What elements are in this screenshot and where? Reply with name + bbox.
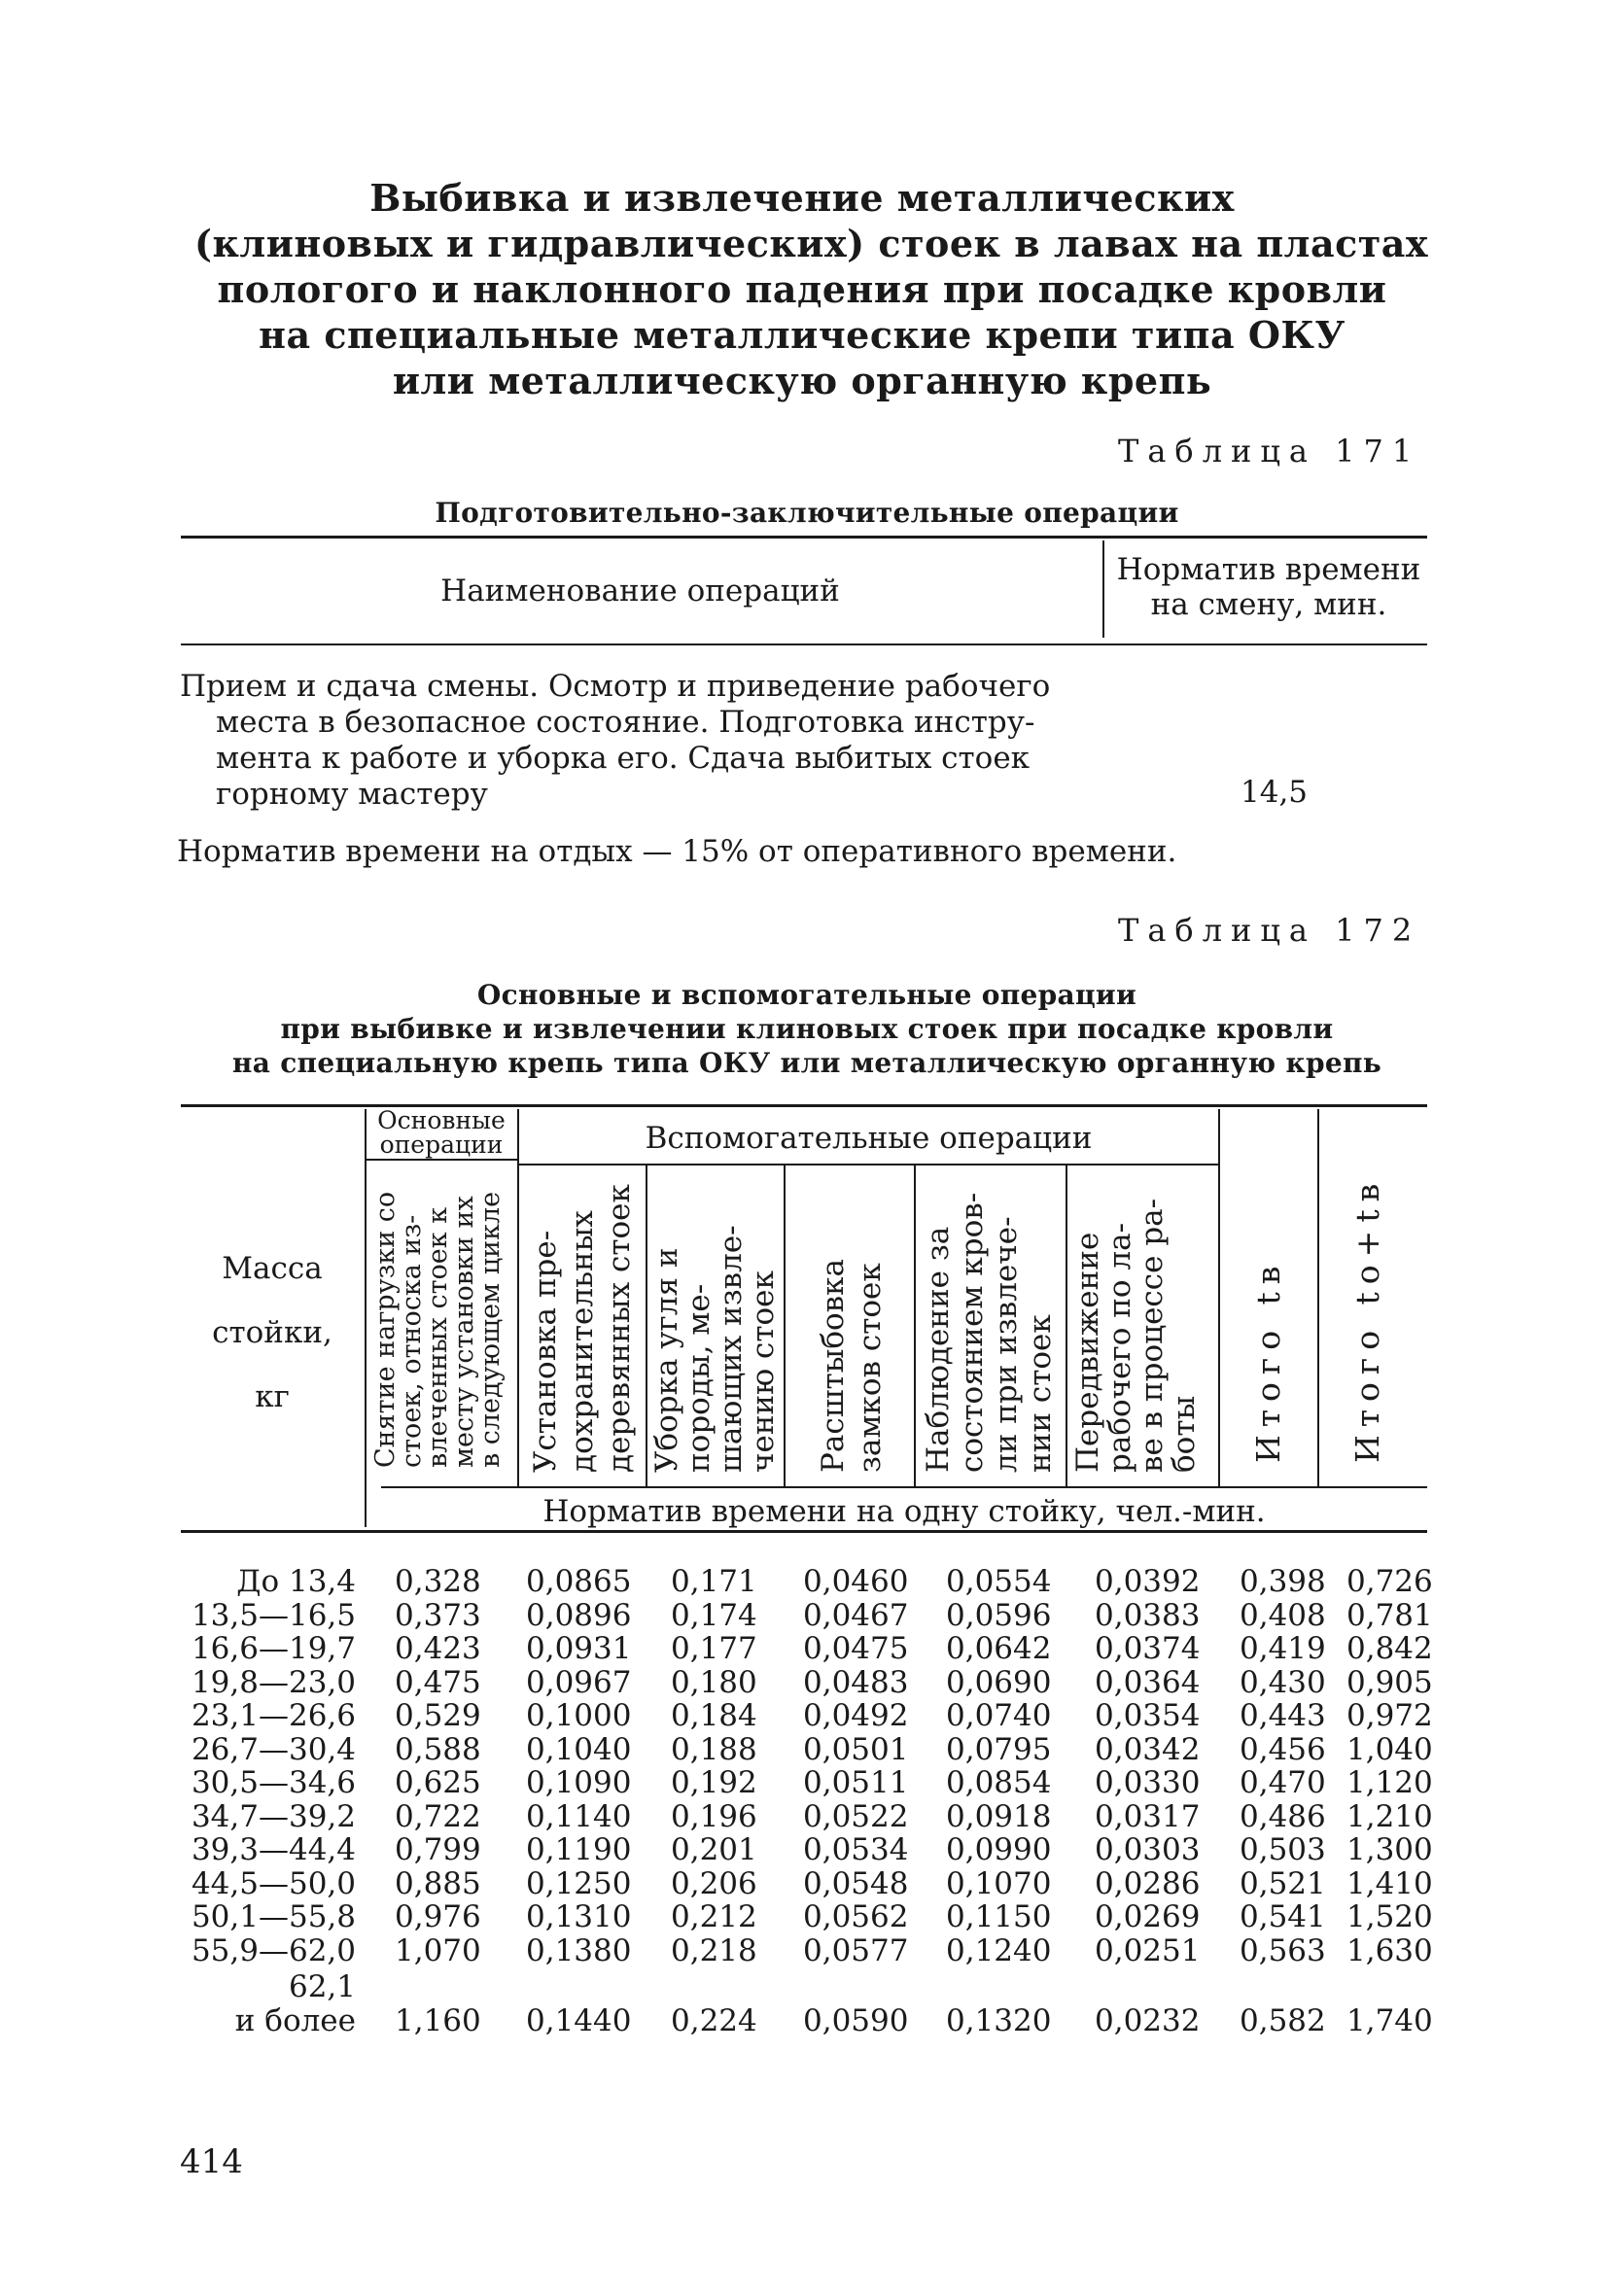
value-cell: 0,726 — [1346, 1564, 1433, 1599]
value-cell: 0,470 — [1240, 1765, 1326, 1800]
value-cell: 0,905 — [1346, 1665, 1433, 1700]
value-cell: 0,0548 — [803, 1866, 909, 1901]
value-cell: 0,0467 — [803, 1598, 909, 1633]
col-header-line: нии стоек — [1023, 1314, 1058, 1473]
value-cell: 0,0522 — [803, 1799, 909, 1834]
norm-header-line: Норматив времени — [1116, 552, 1421, 587]
col-header-line: Передвижение — [1070, 1232, 1105, 1473]
value-cell: 0,0251 — [1095, 1933, 1201, 1968]
value-cell: 0,419 — [1240, 1631, 1326, 1666]
main-ops-underline — [367, 1159, 517, 1161]
value-cell: 0,486 — [1240, 1799, 1326, 1834]
col-header-line: влеченных стоек к — [423, 1206, 453, 1468]
table-172-title-line: на специальную крепь типа ОКУ или металлическую органную крепь — [231, 1047, 1382, 1079]
col-header-line: Расштыбовка — [816, 1259, 851, 1473]
value-cell: 0,1150 — [946, 1899, 1052, 1934]
value-cell: 0,0286 — [1095, 1866, 1201, 1901]
value-cell: 0,224 — [671, 2003, 757, 2038]
col-header-line: Наблюдение за — [921, 1226, 956, 1473]
col-header-aux-cleanup — [651, 1225, 780, 1473]
col-header-line: стоек, относка из- — [397, 1214, 427, 1468]
value-cell: 0,0501 — [803, 1732, 909, 1767]
value-cell: 0,0511 — [803, 1765, 909, 1800]
mass-cell: 16,6—19,7 — [191, 1631, 356, 1666]
mass-cell: 39,3—44,4 — [191, 1832, 356, 1867]
main-aux-divider — [517, 1109, 519, 1486]
col-header-line: Снятие нагрузки со — [370, 1191, 401, 1468]
value-cell: 0,180 — [671, 1665, 757, 1700]
value-cell: 0,0590 — [803, 2003, 909, 2038]
value-cell: 0,0577 — [803, 1933, 909, 1968]
table-171-title: Подготовительно-заключительные операции — [435, 497, 1179, 529]
col-header-main-ops — [372, 1192, 504, 1468]
value-cell: 0,174 — [671, 1598, 757, 1633]
value-cell: 0,1190 — [526, 1832, 632, 1867]
value-cell: 0,188 — [671, 1732, 757, 1767]
value-cell: 0,430 — [1240, 1665, 1326, 1700]
col-header-line: деревянных стоек — [602, 1184, 637, 1473]
value-cell: 0,1240 — [946, 1933, 1052, 1968]
value-cell: 0,0269 — [1095, 1899, 1201, 1934]
value-cell: 0,0330 — [1095, 1765, 1201, 1800]
value-cell: 0,0374 — [1095, 1631, 1201, 1666]
value-cell: 0,0642 — [946, 1631, 1052, 1666]
value-cell: 0,0383 — [1095, 1598, 1201, 1633]
value-cell: 0,972 — [1346, 1698, 1433, 1733]
value-cell: 0,1070 — [946, 1866, 1052, 1901]
value-cell: 0,456 — [1240, 1732, 1326, 1767]
value-cell: 0,842 — [1346, 1631, 1433, 1666]
value-cell: 0,1250 — [526, 1866, 632, 1901]
value-cell: 0,799 — [395, 1832, 481, 1867]
col-header-line: состоянием кров- — [955, 1192, 990, 1473]
value-cell: 0,0303 — [1095, 1832, 1201, 1867]
value-cell: 0,1140 — [526, 1799, 632, 1834]
table-171-operation-text — [180, 669, 1050, 813]
main-title-line: Выбивка и извлечение металлических — [369, 176, 1235, 220]
value-cell: 0,1320 — [946, 2003, 1052, 2038]
last-row-mass-line1: 62,1 — [288, 1969, 356, 2004]
value-cell: 0,0554 — [946, 1564, 1052, 1599]
value-cell: 0,0475 — [803, 1631, 909, 1666]
col-header-line: дохранительных — [565, 1210, 600, 1473]
table-172-label: Таблица 172 — [1118, 912, 1421, 949]
table-172-title — [185, 978, 1429, 1080]
main-title-line: или металлическую органную крепь — [392, 359, 1212, 402]
table-171-operation-value: 14,5 — [1241, 775, 1309, 810]
value-cell: 1,210 — [1346, 1799, 1433, 1834]
mass-cell: 44,5—50,0 — [191, 1866, 356, 1901]
main-title-line: пологого и наклонного падения при посадке кровли — [217, 267, 1387, 311]
col-header-line: замков стоек — [853, 1263, 888, 1473]
value-cell: 1,120 — [1346, 1765, 1433, 1800]
value-cell: 0,0990 — [946, 1832, 1052, 1867]
col-header-aux-roof-watch — [922, 1193, 1058, 1473]
norm-caption: Норматив времени на одну стойку, чел.-мин. — [542, 1494, 1266, 1529]
value-cell: 0,541 — [1240, 1899, 1326, 1934]
col-header-line: рабочего по ла- — [1102, 1222, 1137, 1473]
table-171-norm-header — [1108, 552, 1429, 622]
value-cell: 0,885 — [395, 1866, 481, 1901]
value-cell: 0,0317 — [1095, 1799, 1201, 1834]
aux-col-divider — [784, 1165, 786, 1486]
value-cell: 1,630 — [1346, 1933, 1433, 1968]
mass-cell: 13,5—16,5 — [191, 1598, 356, 1633]
value-cell: 1,300 — [1346, 1832, 1433, 1867]
value-cell: 0,373 — [395, 1598, 481, 1633]
main-title-line: на специальные металлические крепи типа ОКУ — [259, 313, 1346, 357]
main-ops-header-line: операции — [379, 1131, 504, 1159]
value-cell: 0,0354 — [1095, 1698, 1201, 1733]
col-header-line: Установка пре- — [528, 1230, 563, 1473]
main-title — [194, 175, 1429, 403]
value-cell: 0,0232 — [1095, 2003, 1201, 2038]
aux-ops-header: Вспомогательные операции — [645, 1121, 1093, 1156]
value-cell: 0,1040 — [526, 1732, 632, 1767]
mass-header-line: Масса — [222, 1251, 323, 1286]
mass-cell: и более — [234, 2003, 356, 2038]
mass-col-divider — [365, 1109, 367, 1527]
main-title-line: (клиновых и гидравлических) стоек в лавах на пластах — [194, 222, 1429, 265]
aux-col-divider — [1066, 1165, 1067, 1486]
value-cell: 1,520 — [1346, 1899, 1433, 1934]
operation-line: места в безопасное состояние. Подготовка инстру- — [216, 705, 1035, 740]
value-cell: 0,443 — [1240, 1698, 1326, 1733]
col-header-line: в следующем цикле — [475, 1191, 506, 1468]
value-cell: 0,0931 — [526, 1631, 632, 1666]
value-cell: 0,218 — [671, 1933, 757, 1968]
value-cell: 0,0690 — [946, 1665, 1052, 1700]
aux-col-divider — [914, 1165, 916, 1486]
value-cell: 0,529 — [395, 1698, 481, 1733]
mass-cell: 23,1—26,6 — [191, 1698, 356, 1733]
value-cell: 0,582 — [1240, 2003, 1326, 2038]
main-ops-header-line: Основные — [377, 1106, 506, 1134]
value-cell: 0,976 — [395, 1899, 481, 1934]
table-172-header-bottom-rule — [181, 1530, 1427, 1533]
table-171-header-rule — [181, 644, 1427, 645]
col-header-line: боты — [1167, 1395, 1202, 1473]
col-header-aux-worker-movement — [1072, 1199, 1201, 1473]
value-cell: 0,1380 — [526, 1933, 632, 1968]
value-cell: 0,0740 — [946, 1698, 1052, 1733]
mass-cell: 30,5—34,6 — [191, 1765, 356, 1800]
value-cell: 0,423 — [395, 1631, 481, 1666]
aux-total-divider — [1218, 1109, 1220, 1486]
value-cell: 0,781 — [1346, 1598, 1433, 1633]
value-cell: 0,0392 — [1095, 1564, 1201, 1599]
value-cell: 0,0483 — [803, 1665, 909, 1700]
table-172-title-line: Основные и вспомогательные операции — [476, 979, 1137, 1011]
value-cell: 1,040 — [1346, 1732, 1433, 1767]
operation-line: мента к работе и уборка его. Сдача выбитых стоек — [216, 741, 1031, 776]
mass-cell: 26,7—30,4 — [191, 1732, 356, 1767]
value-cell: 0,503 — [1240, 1832, 1326, 1867]
value-cell: 1,160 — [395, 2003, 481, 2038]
value-cell: 1,410 — [1346, 1866, 1433, 1901]
value-cell: 1,740 — [1346, 2003, 1433, 2038]
aux-col-divider — [646, 1165, 647, 1486]
value-cell: 0,0865 — [526, 1564, 632, 1599]
value-cell: 0,201 — [671, 1832, 757, 1867]
table-171-top-rule — [181, 536, 1427, 539]
mass-cell: 55,9—62,0 — [191, 1933, 356, 1968]
table-171-name-header: Наименование операций — [440, 574, 840, 609]
value-cell: 0,0460 — [803, 1564, 909, 1599]
value-cell: 0,328 — [395, 1564, 481, 1599]
mass-cell: До 13,4 — [236, 1564, 356, 1599]
page-number: 414 — [180, 2142, 243, 2181]
col-header-aux-lock-cleaning — [815, 1259, 889, 1473]
value-cell: 0,0896 — [526, 1598, 632, 1633]
value-cell: 0,722 — [395, 1799, 481, 1834]
col-header-total: Итого tо+tв — [1348, 1175, 1386, 1463]
value-cell: 0,0364 — [1095, 1665, 1201, 1700]
value-cell: 0,196 — [671, 1799, 757, 1834]
col-header-line: ли при извлече- — [989, 1216, 1024, 1473]
main-ops-header — [367, 1108, 515, 1157]
value-cell: 0,1090 — [526, 1765, 632, 1800]
value-cell: 0,177 — [671, 1631, 757, 1666]
col-header-line: породы, ме- — [682, 1283, 717, 1473]
col-header-line: шающих извле- — [714, 1225, 749, 1473]
value-cell: 0,206 — [671, 1866, 757, 1901]
norm-header-line: на смену, мин. — [1150, 587, 1387, 622]
operation-line: горному мастеру — [216, 777, 488, 812]
operation-line: Прием и сдача смены. Осмотр и приведение рабочего — [180, 669, 1051, 704]
rest-time-note: Норматив времени на отдых — 15% от оперативного времени. — [177, 834, 1177, 869]
value-cell: 0,1440 — [526, 2003, 632, 2038]
value-cell: 0,0492 — [803, 1698, 909, 1733]
value-cell: 0,398 — [1240, 1564, 1326, 1599]
total-col-divider — [1317, 1109, 1319, 1486]
value-cell: 0,0596 — [946, 1598, 1052, 1633]
mass-header — [181, 1236, 364, 1429]
col-header-aux-safety-posts — [527, 1184, 638, 1473]
col-header-line: Уборка угля и — [649, 1247, 684, 1473]
value-cell: 0,625 — [395, 1765, 481, 1800]
mass-cell: 19,8—23,0 — [191, 1665, 356, 1700]
value-cell: 0,475 — [395, 1665, 481, 1700]
value-cell: 0,0854 — [946, 1765, 1052, 1800]
value-cell: 0,171 — [671, 1564, 757, 1599]
mass-cell: 50,1—55,8 — [191, 1899, 356, 1934]
value-cell: 0,1310 — [526, 1899, 632, 1934]
value-cell: 0,521 — [1240, 1866, 1326, 1901]
value-cell: 0,408 — [1240, 1598, 1326, 1633]
value-cell: 0,212 — [671, 1899, 757, 1934]
value-cell: 0,184 — [671, 1698, 757, 1733]
value-cell: 0,563 — [1240, 1933, 1326, 1968]
value-cell: 1,070 — [395, 1933, 481, 1968]
value-cell: 0,0534 — [803, 1832, 909, 1867]
table-172-title-line: при выбивке и извлечении клиновых стоек при посадке кровли — [280, 1013, 1334, 1045]
value-cell: 0,0562 — [803, 1899, 909, 1934]
value-cell: 0,0967 — [526, 1665, 632, 1700]
norm-caption-rule — [381, 1486, 1427, 1488]
value-cell: 0,0918 — [946, 1799, 1052, 1834]
table-171-label: Таблица 171 — [1118, 433, 1421, 470]
value-cell: 0,0342 — [1095, 1732, 1201, 1767]
table-172-top-rule — [181, 1104, 1427, 1107]
table-171-col-divider — [1102, 540, 1104, 638]
value-cell: 0,588 — [395, 1732, 481, 1767]
col-header-line: месту установки их — [449, 1196, 479, 1468]
mass-header-line: стойки, — [212, 1315, 332, 1350]
aux-ops-underline — [519, 1164, 1218, 1165]
mass-header-line: кг — [255, 1379, 290, 1414]
col-header-line: ве в процессе ра- — [1135, 1198, 1170, 1473]
mass-cell: 34,7—39,2 — [191, 1799, 356, 1834]
col-header-total-aux: Итого tв — [1249, 1258, 1287, 1463]
value-cell: 0,192 — [671, 1765, 757, 1800]
value-cell: 0,1000 — [526, 1698, 632, 1733]
col-header-line: чению стоек — [746, 1270, 781, 1473]
value-cell: 0,0795 — [946, 1732, 1052, 1767]
